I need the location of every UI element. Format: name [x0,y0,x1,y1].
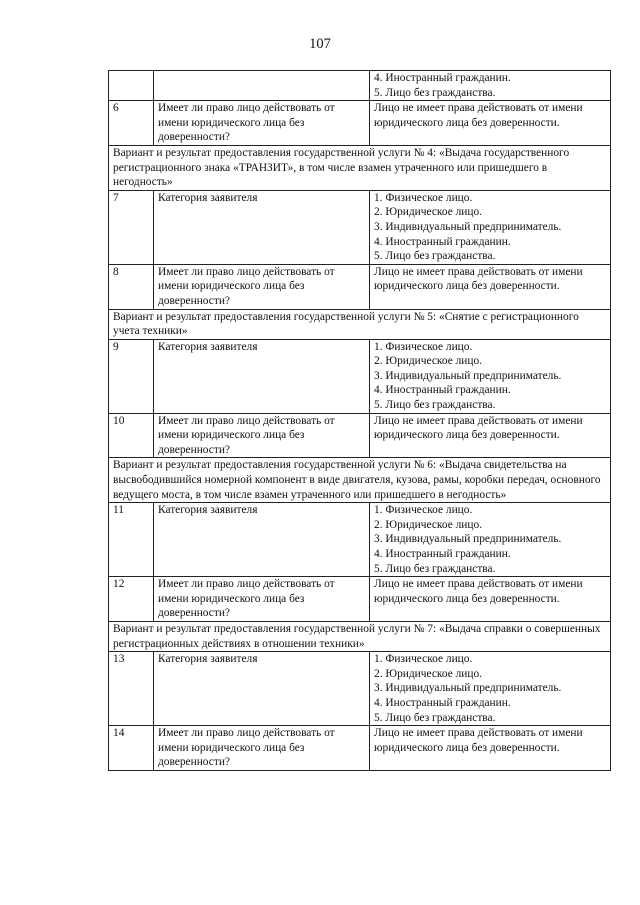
answer-option: 4. Иностранный гражданин. [374,696,511,709]
answer-cell [370,726,611,771]
criterion-text: Категория заявителя [158,653,258,666]
criterion-text: Категория заявителя [158,340,258,353]
row-number [109,71,154,101]
row-number: 10 [109,413,154,458]
answer-option: 5. Лицо без гражданства. [374,86,496,99]
section-header-row [109,458,611,503]
answer-option: 3. Индивидуальный предприниматель. [374,220,562,233]
answer-option: 5. Лицо без гражданства. [374,399,496,412]
row-number: 12 [109,577,154,622]
answer-option: 3. Индивидуальный предприниматель. [374,369,562,382]
answer-option: 2. Юридическое лицо. [374,518,483,531]
page-number: 107 [309,36,331,52]
answer-option: 3. Индивидуальный предприниматель. [374,533,562,546]
answer-option: 1. Физическое лицо. [374,653,473,666]
answer-option: 5. Лицо без гражданства. [374,250,496,263]
row-number: 8 [109,264,154,309]
answer-option: 1. Физическое лицо. [374,340,473,353]
table-row [109,577,611,622]
answer-option: 5. Лицо без гражданства. [374,711,496,724]
criterion-cell [154,101,370,146]
requirements-table [108,70,611,771]
answer-option: 4. Иностранный гражданин. [374,235,511,248]
answer-option: Лицо не имеет права действовать от имени юридического лица без доверенности. [374,414,583,442]
answer-cell [370,652,611,726]
criterion-text: Имеет ли право лицо действовать от имени юридического лица без доверенности? [158,265,335,307]
section-header-row [109,309,611,339]
answer-option: Лицо не имеет права действовать от имени юридического лица без доверенности. [374,102,583,129]
table-row [109,413,611,458]
criterion-text: Имеет ли право лицо действовать от имени юридического лица без доверенности? [158,102,335,144]
answer-option: 2. Юридическое лицо. [374,206,483,219]
row-number: 6 [109,101,154,146]
criterion-cell [154,264,370,309]
row-number: 7 [109,190,154,264]
criterion-cell [154,190,370,264]
table-row [109,652,611,726]
table-row [109,726,611,771]
answer-option: 1. Физическое лицо. [374,504,473,517]
section-header: Вариант и результат предоставления государственной услуги № 7: «Выдача справки о совершенных регистрационных действиях в отношении техники» [109,621,611,651]
answer-option: 4. Иностранный гражданин. [374,384,511,397]
answer-cell [370,339,611,413]
criterion-cell [154,339,370,413]
row-number: 11 [109,503,154,577]
answer-option: 2. Юридическое лицо. [374,667,483,680]
answer-option: Лицо не имеет права действовать от имени юридического лица без доверенности. [374,265,583,293]
answer-cell [370,413,611,458]
table-row [109,71,611,101]
criterion-cell [154,577,370,622]
criterion-cell [154,726,370,771]
section-header-row [109,145,611,190]
row-number: 14 [109,726,154,771]
criterion-cell [154,71,370,101]
answer-option: Лицо не имеет права действовать от имени юридического лица без доверенности. [374,578,583,605]
criterion-text: Категория заявителя [158,191,258,204]
answer-option: 5. Лицо без гражданства. [374,562,496,575]
criterion-cell [154,503,370,577]
answer-cell [370,71,611,101]
criterion-text: Имеет ли право лицо действовать от имени юридического лица без доверенности? [158,414,335,456]
table-row [109,339,611,413]
table-row [109,503,611,577]
answer-option: 4. Иностранный гражданин. [374,548,511,560]
answer-cell [370,101,611,146]
answer-cell [370,503,611,577]
section-header: Вариант и результат предоставления государственной услуги № 4: «Выдача государственного регистрационного знака «ТРАНЗИТ», в том числе взамен утраченного или пришедшего в негодность» [109,145,611,190]
row-number: 13 [109,652,154,726]
answer-cell [370,190,611,264]
answer-option: 1. Физическое лицо. [374,191,473,204]
answer-option: 4. Иностранный гражданин. [374,72,511,84]
section-header: Вариант и результат предоставления государственной услуги № 5: «Снятие с регистрационного учета техники» [109,309,611,339]
section-header-row [109,621,611,651]
answer-cell [370,264,611,309]
criterion-cell [154,652,370,726]
section-header: Вариант и результат предоставления государственной услуги № 6: «Выдача свидетельства на высвободившийся номерной компонент в виде двигателя, кузова, рамы, коробки передач, основного ведущего моста, в том числе взамен утраченного или пришедшего в негодность» [109,458,611,503]
criterion-text: Имеет ли право лицо действовать от имени юридического лица без доверенности? [158,727,335,769]
answer-cell [370,577,611,622]
answer-option: Лицо не имеет права действовать от имени юридического лица без доверенности. [374,727,583,754]
table-row [109,264,611,309]
table-row [109,190,611,264]
criterion-text: Категория заявителя [158,504,258,517]
answer-option: 3. Индивидуальный предприниматель. [374,682,562,695]
criterion-cell [154,413,370,458]
criterion-text: Имеет ли право лицо действовать от имени юридического лица без доверенности? [158,578,335,620]
table-row [109,101,611,146]
answer-option: 2. Юридическое лицо. [374,355,483,368]
row-number: 9 [109,339,154,413]
